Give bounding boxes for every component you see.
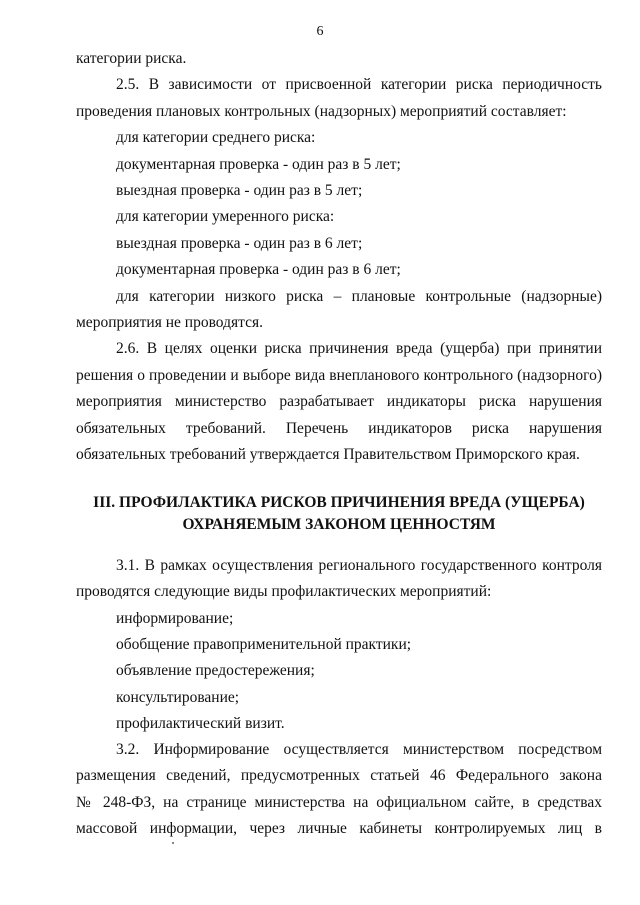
text-line: проводятся следующие виды профилактических мероприятий: (76, 583, 492, 601)
text-line: выездная проверка - один раз в 6 лет; (116, 234, 363, 252)
text-line: 2.6. В целях оценки риска причинения вреда (ущерба) при принятии (116, 340, 602, 358)
scan-speck (172, 842, 174, 844)
text-line: для категории среднего риска: (116, 129, 316, 147)
text-line: 2.5. В зависимости от присвоенной категории риска периодичность (116, 76, 602, 94)
text-line: выездная проверка - один раз в 5 лет; (116, 182, 363, 199)
page-number: 6 (316, 24, 324, 39)
text-line: для категории низкого риска – плановые контрольные (надзорные) (116, 287, 602, 305)
text-line: для категории умеренного риска: (116, 208, 335, 226)
text-line: обязательных требований утверждается Правительством Приморского края. (76, 446, 580, 463)
text-line: объявление предостережения; (116, 662, 315, 680)
text-line: № 248-ФЗ, на странице министерства на официальном сайте, в средствах (76, 793, 602, 811)
text-line: профилактический визит. (116, 714, 285, 732)
text-line: размещения сведений, предусмотренных статьей 46 Федерального закона (76, 767, 602, 785)
text-line: 3.2. Информирование осуществляется министерством посредством (116, 741, 602, 759)
text-line: информирование; (116, 609, 234, 627)
heading-line-2: ОХРАНЯЕМЫМ ЗАКОНОМ ЦЕННОСТЯМ (182, 516, 496, 533)
text-line: консультирование; (116, 688, 240, 706)
text-line: массовой информации, через личные кабинеты контролируемых лиц в (76, 820, 602, 837)
text-line: мероприятия министерство разрабатывает индикаторы риска нарушения (76, 393, 602, 411)
text-line: 3.1. В рамках осуществления регионального государственного контроля (116, 557, 602, 574)
heading-line-1: III. ПРОФИЛАКТИКА РИСКОВ ПРИЧИНЕНИЯ ВРЕДА (УЩЕРБА) (93, 494, 585, 511)
text-line: документарная проверка - один раз в 5 лет; (116, 155, 401, 173)
text-line: документарная проверка - один раз в 6 лет; (116, 261, 401, 279)
text-line: обязательных требований. Перечень индикаторов риска нарушения (76, 419, 602, 437)
text-line: обобщение правоприменительной практики; (116, 635, 412, 653)
text-line: решения о проведении и выборе вида внепланового контрольного (надзорного) (76, 366, 602, 384)
text-line: мероприятия не проводятся. (76, 314, 263, 331)
text-line: проведения плановых контрольных (надзорных) мероприятий составляет: (76, 102, 567, 120)
text-line: категории риска. (76, 50, 187, 67)
